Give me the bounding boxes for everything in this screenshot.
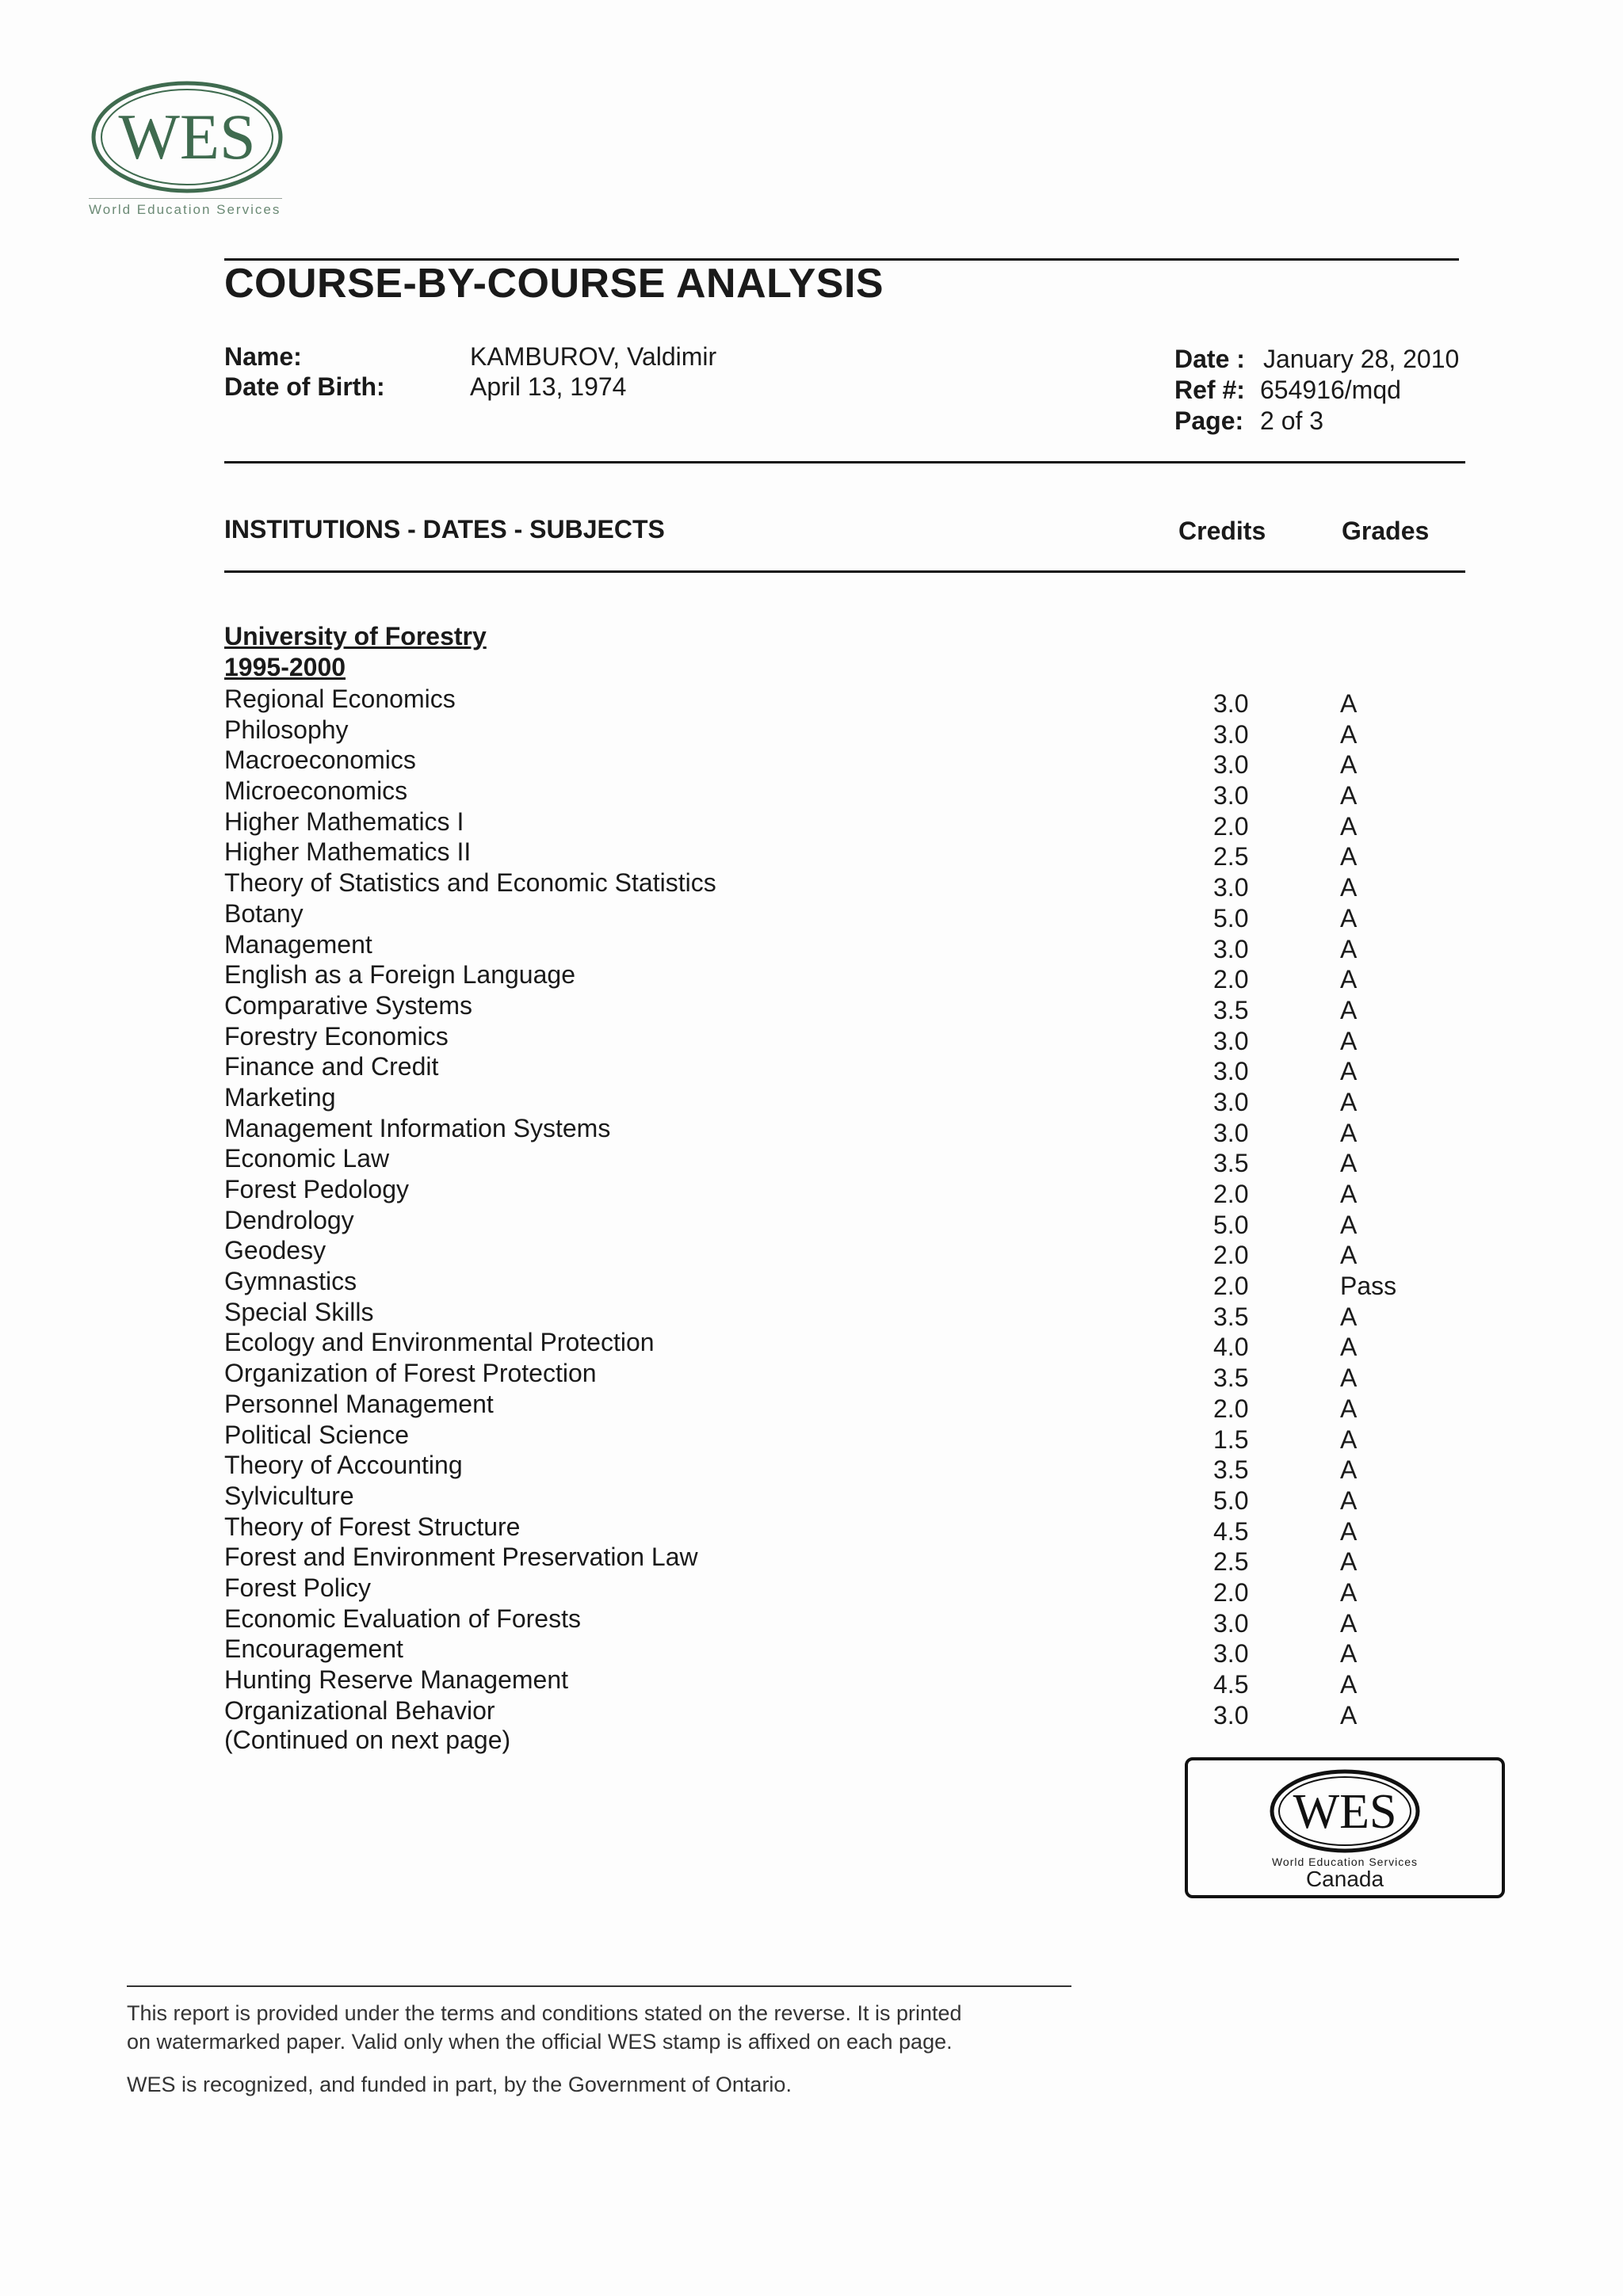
course-grade: A — [1340, 1639, 1358, 1669]
course-subject: Political Science — [224, 1420, 409, 1449]
course-row — [224, 991, 1413, 1022]
course-credits: 1.5 — [1213, 1425, 1249, 1454]
course-grade: A — [1340, 1455, 1358, 1485]
course-credits: 2.0 — [1213, 1577, 1249, 1607]
course-row — [224, 1695, 1413, 1730]
ref-label: Ref #: — [1174, 376, 1245, 404]
page-title: COURSE-BY-COURSE ANALYSIS — [224, 261, 884, 307]
course-row — [224, 715, 1413, 749]
footer-terms-line2: on watermarked paper. Valid only when the official WES stamp is affixed on each page. — [127, 2030, 953, 2054]
course-credits: 3.5 — [1213, 1302, 1249, 1331]
course-row — [224, 1052, 1413, 1086]
course-row — [224, 1083, 1413, 1114]
course-credits: 3.0 — [1213, 719, 1249, 749]
institution-name: University of Forestry — [224, 622, 487, 650]
continued-note: (Continued on next page) — [224, 1726, 511, 1754]
course-row — [224, 837, 1413, 871]
course-subject: Organizational Behavior — [224, 1695, 495, 1725]
svg-text:WES: WES — [118, 101, 256, 173]
course-credits: 2.5 — [1213, 842, 1249, 871]
course-credits: 5.0 — [1213, 903, 1249, 933]
course-row — [224, 1144, 1413, 1178]
course-row — [224, 685, 1413, 718]
course-row — [224, 1604, 1413, 1638]
course-grade: A — [1340, 1302, 1358, 1331]
course-credits: 4.5 — [1213, 1516, 1249, 1546]
course-subject: Encouragement — [224, 1634, 403, 1664]
course-subject: Hunting Reserve Management — [224, 1665, 569, 1694]
course-credits: 3.0 — [1213, 1700, 1249, 1730]
grades-column-header: Grades — [1342, 517, 1430, 545]
course-row — [224, 1328, 1413, 1362]
course-credits: 3.0 — [1213, 1639, 1249, 1669]
dob-label: Date of Birth: — [224, 372, 385, 401]
course-grade: Pass — [1340, 1272, 1397, 1301]
course-subject: Forestry Economics — [224, 1021, 449, 1051]
course-row — [224, 1543, 1413, 1577]
course-subject: Forest and Environment Preservation Law — [224, 1543, 698, 1572]
course-subject: Gymnastics — [224, 1267, 357, 1296]
course-row — [224, 1573, 1413, 1607]
course-credits: 3.0 — [1213, 1087, 1249, 1116]
course-subject: Forest Pedology — [224, 1175, 410, 1203]
course-row — [224, 1665, 1413, 1699]
course-grade: A — [1340, 1486, 1358, 1515]
course-credits: 2.5 — [1213, 1547, 1249, 1577]
svg-text:WES: WES — [1293, 1785, 1397, 1839]
course-grade: A — [1340, 689, 1358, 718]
course-credits: 3.0 — [1213, 1057, 1249, 1086]
header-bottom-rule — [224, 570, 1465, 573]
course-credits: 2.0 — [1213, 811, 1249, 841]
course-subject: Philosophy — [224, 715, 349, 744]
page-number: 2 of 3 — [1260, 406, 1324, 435]
course-grade: A — [1340, 1241, 1358, 1270]
course-grade: A — [1340, 1363, 1358, 1393]
course-subject: Ecology and Environmental Protection — [224, 1328, 655, 1357]
course-grade: A — [1340, 842, 1358, 871]
course-credits: 2.0 — [1213, 965, 1249, 994]
course-credits: 3.5 — [1213, 1149, 1249, 1178]
course-grade: A — [1340, 965, 1358, 994]
report-date: January 28, 2010 — [1263, 345, 1460, 373]
course-row — [224, 1390, 1413, 1421]
course-row — [224, 930, 1413, 961]
course-credits: 3.0 — [1213, 750, 1249, 780]
course-row — [224, 1267, 1413, 1301]
course-grade: A — [1340, 1425, 1358, 1454]
course-grade: A — [1340, 873, 1358, 902]
course-subject: Comparative Systems — [224, 990, 472, 1020]
course-credits: 3.0 — [1213, 1118, 1249, 1147]
course-subject: Management Information Systems — [224, 1113, 611, 1142]
course-subject: English as a Foreign Language — [224, 960, 575, 990]
wes-logo — [89, 78, 287, 218]
footer-terms-line1: This report is provided under the terms and conditions stated on the reverse. It is printed — [127, 2001, 962, 2025]
course-grade: A — [1340, 811, 1358, 841]
page-label: Page: — [1174, 406, 1244, 435]
course-grade: A — [1340, 903, 1358, 933]
course-subject: Theory of Forest Structure — [224, 1512, 521, 1541]
course-credits: 4.0 — [1213, 1333, 1249, 1362]
wes-logo-mark — [89, 78, 285, 196]
course-grade: A — [1340, 1210, 1358, 1239]
course-subject: Economic Evaluation of Forests — [224, 1604, 581, 1633]
course-row — [224, 868, 1413, 902]
course-grade: A — [1340, 1087, 1358, 1116]
course-subject: Microeconomics — [224, 776, 408, 806]
course-subject: Sylviculture — [224, 1481, 354, 1510]
course-grade: A — [1340, 1394, 1358, 1423]
stamp-org-name: World Education Services — [1271, 1855, 1419, 1868]
course-credits: 3.0 — [1213, 781, 1249, 810]
course-row — [224, 746, 1413, 780]
course-grade: A — [1340, 1057, 1358, 1086]
course-grade: A — [1340, 1608, 1358, 1638]
info-bottom-rule — [224, 461, 1465, 463]
course-subject: Dendrology — [224, 1205, 354, 1234]
course-row — [224, 1114, 1413, 1145]
stamp-logo-mark — [1267, 1768, 1423, 1854]
date-label: Date : — [1174, 345, 1245, 373]
course-credits: 2.0 — [1213, 1394, 1249, 1423]
course-credits: 4.5 — [1213, 1670, 1249, 1699]
course-row — [224, 776, 1413, 810]
course-grade: A — [1340, 995, 1358, 1024]
course-row — [224, 1236, 1413, 1270]
course-credits: 3.0 — [1213, 689, 1249, 718]
course-subject: Management — [224, 929, 372, 959]
course-row — [224, 1512, 1413, 1546]
student-name: KAMBUROV, Valdimir — [470, 342, 717, 371]
stamp-country: Canada — [1305, 1867, 1384, 1891]
course-grade: A — [1340, 1180, 1358, 1208]
course-subject: Geodesy — [224, 1236, 327, 1265]
course-list — [224, 685, 1413, 1730]
course-credits: 3.5 — [1213, 1455, 1249, 1485]
course-credits: 5.0 — [1213, 1486, 1249, 1515]
course-grade: A — [1340, 719, 1358, 749]
course-subject: Personnel Management — [224, 1389, 494, 1418]
course-row — [224, 1451, 1413, 1485]
course-credits: 2.0 — [1213, 1272, 1249, 1301]
course-credits: 5.0 — [1213, 1210, 1249, 1239]
course-row — [224, 807, 1413, 841]
student-dob: April 13, 1974 — [470, 372, 627, 401]
course-row — [224, 960, 1413, 994]
course-subject: Botany — [224, 898, 304, 928]
institution-years: 1995-2000 — [224, 653, 346, 681]
course-subject: Macroeconomics — [224, 746, 416, 775]
course-subject: Special Skills — [224, 1297, 374, 1326]
course-grade: A — [1340, 750, 1358, 780]
name-label: Name: — [224, 342, 302, 371]
course-grade: A — [1340, 1670, 1358, 1699]
course-grade: A — [1340, 1149, 1358, 1178]
course-credits: 3.5 — [1213, 995, 1249, 1024]
course-credits: 3.5 — [1213, 1363, 1249, 1393]
course-subject: Higher Mathematics I — [224, 807, 464, 836]
course-grade: A — [1340, 1026, 1358, 1055]
course-credits: 2.0 — [1213, 1180, 1249, 1208]
footer-rule — [127, 1985, 1071, 1987]
course-subject: Organization of Forest Protection — [224, 1359, 597, 1388]
course-grade: A — [1340, 1547, 1358, 1577]
course-subject: Theory of Accounting — [224, 1451, 463, 1480]
course-row — [224, 1298, 1413, 1329]
course-credits: 3.0 — [1213, 1608, 1249, 1638]
course-row — [224, 1359, 1413, 1393]
course-credits: 3.0 — [1213, 934, 1249, 963]
course-grade: A — [1340, 1577, 1358, 1607]
course-credits: 2.0 — [1213, 1241, 1249, 1270]
subjects-column-header: INSTITUTIONS - DATES - SUBJECTS — [224, 515, 665, 543]
reference-number: 654916/mqd — [1260, 376, 1401, 404]
course-grade: A — [1340, 934, 1358, 963]
course-row — [224, 1481, 1413, 1515]
course-credits: 3.0 — [1213, 1026, 1249, 1055]
course-row — [224, 1420, 1413, 1454]
course-subject: Economic Law — [224, 1144, 390, 1173]
logo-rule — [89, 198, 282, 199]
course-subject: Theory of Statistics and Economic Statistics — [224, 868, 716, 898]
course-grade: A — [1340, 781, 1358, 810]
course-subject: Marketing — [224, 1082, 336, 1112]
footer-ontario-note: WES is recognized, and funded in part, by the Government of Ontario. — [127, 2073, 792, 2096]
course-subject: Forest Policy — [224, 1573, 371, 1602]
course-subject: Regional Economics — [224, 685, 456, 713]
course-grade: A — [1340, 1118, 1358, 1147]
course-credits: 3.0 — [1213, 873, 1249, 902]
course-grade: A — [1340, 1333, 1358, 1362]
course-row — [224, 1175, 1413, 1206]
course-subject: Higher Mathematics II — [224, 837, 472, 867]
credits-column-header: Credits — [1178, 517, 1266, 545]
wes-canada-stamp — [1185, 1757, 1505, 1898]
course-row — [224, 1206, 1413, 1237]
course-row — [224, 1634, 1413, 1669]
course-subject: Finance and Credit — [224, 1052, 439, 1081]
course-row — [224, 1022, 1413, 1053]
course-grade: A — [1340, 1516, 1358, 1546]
course-grade: A — [1340, 1700, 1358, 1730]
course-row — [224, 898, 1413, 933]
logo-tagline: World Education Services — [89, 202, 281, 217]
